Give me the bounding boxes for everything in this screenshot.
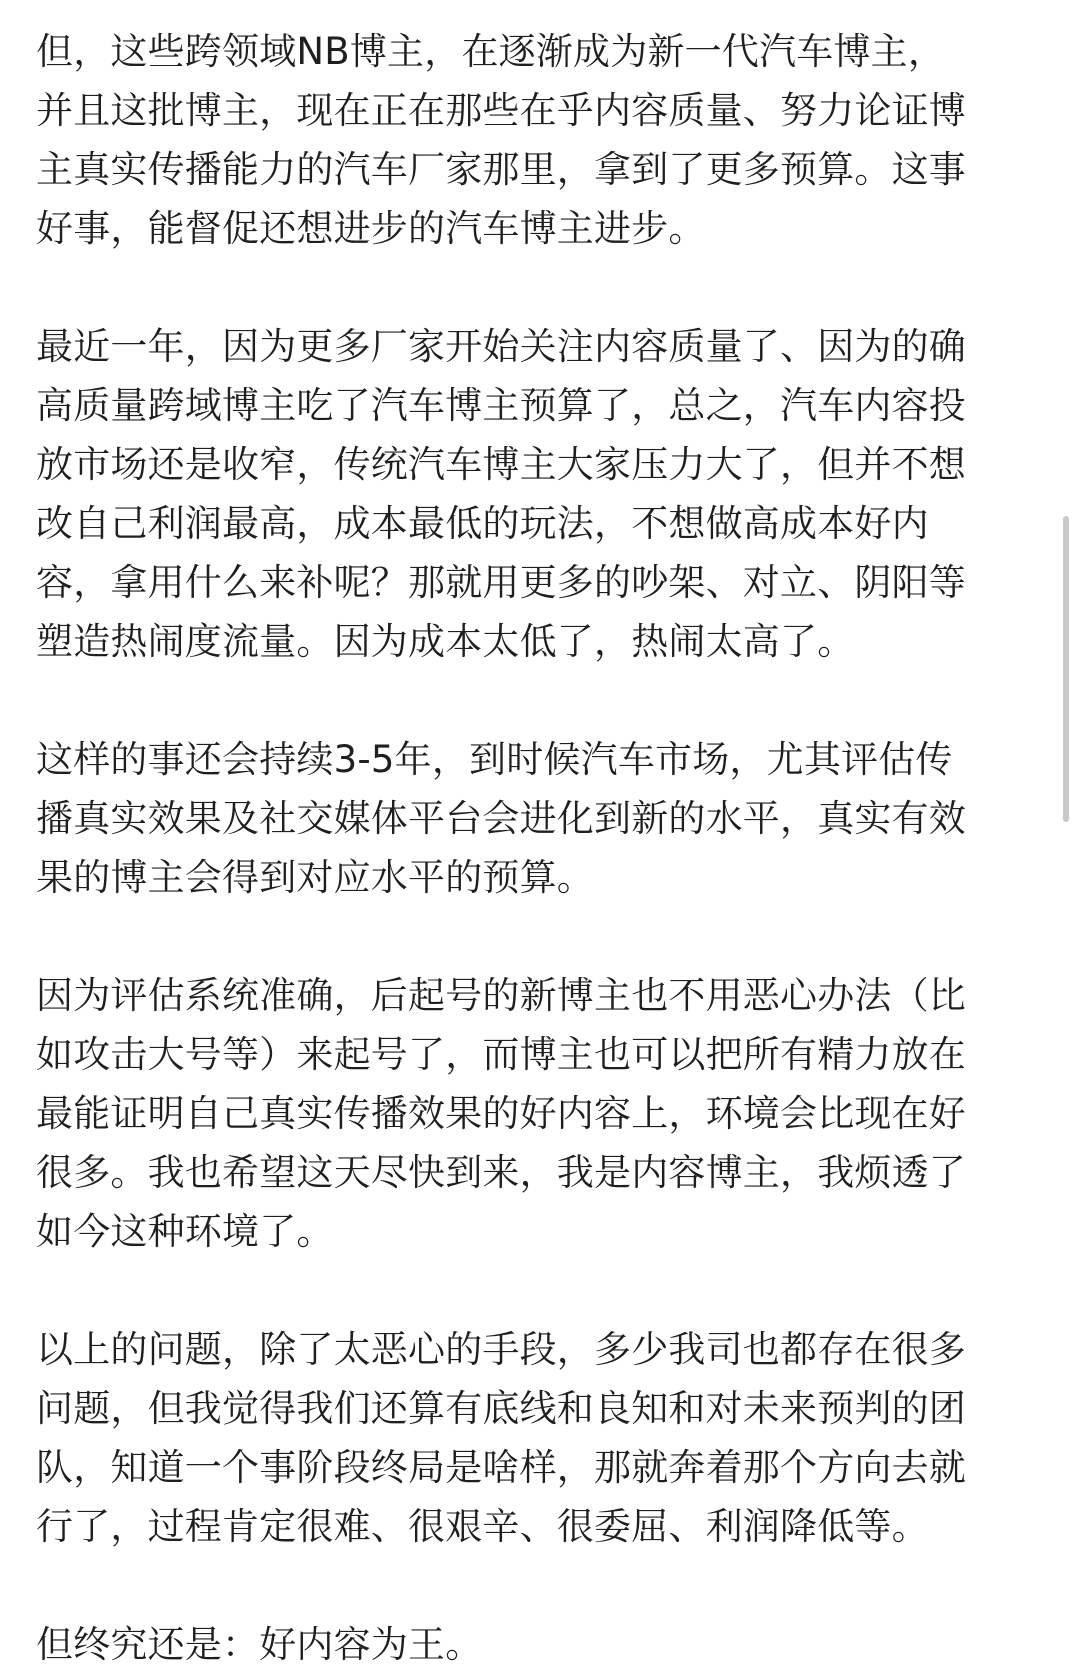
text-line: 队，知道一个事阶段终局是啥样，那就奔着那个方向去就 — [36, 1446, 966, 1489]
text-line: 很多。我也希望这天尽快到来，我是内容博主，我烦透了 — [36, 1151, 966, 1194]
paragraph-1 — [36, 22, 1001, 258]
paragraph-6 — [36, 1615, 1001, 1674]
text-line: 如攻击大号等）来起号了，而博主也可以把所有精力放在 — [36, 1033, 966, 1076]
paragraph-3 — [36, 730, 1001, 907]
text-line: 播真实效果及社交媒体平台会进化到新的水平，真实有效 — [36, 797, 966, 840]
text-line: 并且这批博主，现在正在那些在乎内容质量、努力论证博 — [36, 89, 966, 132]
text-line: 高质量跨域博主吃了汽车博主预算了，总之，汽车内容投 — [36, 384, 966, 427]
text-line: 问题，但我觉得我们还算有底线和良知和对未来预判的团 — [36, 1387, 966, 1430]
text-line: 改自己利润最高，成本最低的玩法，不想做高成本好内 — [36, 502, 929, 545]
text-line: 因为评估系统准确，后起号的新博主也不用恶心办法（比 — [36, 974, 966, 1017]
article-body — [36, 22, 1001, 1674]
paragraph-5 — [36, 1320, 1001, 1556]
text-line: 最近一年，因为更多厂家开始关注内容质量了、因为的确 — [36, 325, 966, 368]
paragraph-2 — [36, 317, 1001, 671]
text-line: 果的博主会得到对应水平的预算。 — [36, 856, 594, 899]
scrollbar-thumb[interactable] — [1063, 516, 1069, 822]
text-line: 放市场还是收窄，传统汽车博主大家压力大了，但并不想 — [36, 443, 966, 486]
text-line: 以上的问题，除了太恶心的手段，多少我司也都存在很多 — [36, 1328, 966, 1371]
text-line: 最能证明自己真实传播效果的好内容上，环境会比现在好 — [36, 1092, 966, 1135]
text-line: 塑造热闹度流量。因为成本太低了，热闹太高了。 — [36, 620, 855, 663]
text-line: 但终究还是：好内容为王。 — [36, 1623, 483, 1666]
text-line: 行了，过程肯定很难、很艰辛、很委屈、利润降低等。 — [36, 1505, 929, 1548]
paragraph-4 — [36, 966, 1001, 1261]
text-line: 好事，能督促还想进步的汽车博主进步。 — [36, 207, 706, 250]
text-line: 主真实传播能力的汽车厂家那里，拿到了更多预算。这事 — [36, 148, 966, 191]
text-line: 容，拿用什么来补呢？那就用更多的吵架、对立、阴阳等 — [36, 561, 966, 604]
text-line: 但，这些跨领域NB博主，在逐渐成为新一代汽车博主， — [36, 30, 946, 73]
text-line: 如今这种环境了。 — [36, 1210, 334, 1253]
text-line: 这样的事还会持续3-5年，到时候汽车市场，尤其评估传 — [36, 738, 953, 781]
